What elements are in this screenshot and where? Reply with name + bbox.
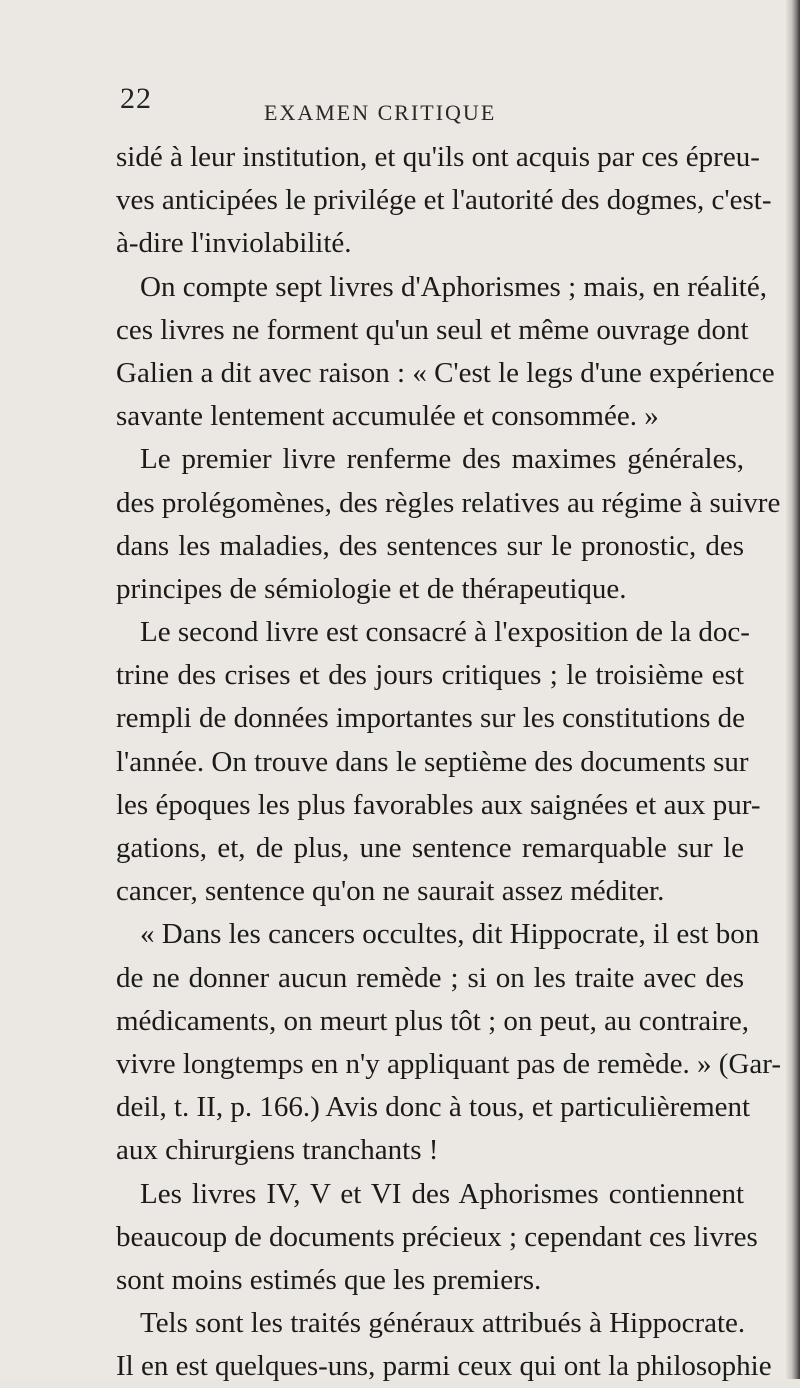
text-line: Tels sont les traités généraux attribués à Hippocrate. bbox=[140, 1307, 746, 1340]
text-line: Les livres IV, V et VI des Aphorismes contiennent bbox=[140, 1177, 744, 1210]
text-line: deil, t. II, p. 166.) Avis donc à tous, et particulièrement bbox=[116, 1091, 751, 1124]
text-line: sont moins estimés que les premiers. bbox=[116, 1263, 542, 1296]
text-line: dans les maladies, des sentences sur le pronostic, des bbox=[116, 529, 744, 562]
page-number: 22 bbox=[120, 82, 152, 115]
text-line: Il en est quelques-uns, parmi ceux qui ont la philosophie bbox=[116, 1350, 772, 1383]
text-line: vivre longtemps en n'y appliquant pas de remède. » (Gar- bbox=[116, 1047, 781, 1080]
page-edge-shadow bbox=[786, 0, 800, 1379]
text-line: ves anticipées le privilége et l'autorité des dogmes, c'est- bbox=[116, 184, 772, 217]
text-line: « Dans les cancers occultes, dit Hippocrate, il est bon bbox=[140, 918, 760, 951]
running-title: EXAMEN CRITIQUE bbox=[264, 100, 497, 125]
text-line: Le premier livre renferme des maximes générales, bbox=[140, 443, 744, 476]
body-text bbox=[116, 136, 781, 1388]
text-line: rempli de données importantes sur les constitutions de bbox=[116, 702, 746, 735]
text-line: savante lentement accumulée et consommée. » bbox=[116, 400, 659, 433]
text-line: des prolégomènes, des règles relatives au régime à suivre bbox=[116, 486, 781, 519]
text-line: sidé à leur institution, et qu'ils ont acquis par ces épreu- bbox=[116, 141, 760, 173]
text-line: beaucoup de documents précieux ; cependant ces livres bbox=[116, 1220, 758, 1253]
text-line: trine des crises et des jours critiques ; le troisième est bbox=[116, 659, 744, 692]
text-line: les époques les plus favorables aux saignées et aux pur- bbox=[116, 788, 761, 821]
text-line: On compte sept livres d'Aphorismes ; mais, en réalité, bbox=[140, 270, 767, 303]
text-line: aux chirurgiens tranchants ! bbox=[116, 1134, 439, 1167]
text-line: l'année. On trouve dans le septième des documents sur bbox=[116, 745, 749, 778]
text-line: à-dire l'inviolabilité. bbox=[116, 227, 352, 260]
text-line: gations, et, de plus, une sentence remarquable sur le bbox=[116, 832, 744, 864]
text-line: cancer, sentence qu'on ne saurait assez méditer. bbox=[116, 875, 665, 908]
text-line: ces livres ne forment qu'un seul et même ouvrage dont bbox=[116, 313, 749, 346]
text-line: Le second livre est consacré à l'exposition de la doc- bbox=[140, 616, 750, 649]
text-line: principes de sémiologie et de thérapeutique. bbox=[116, 572, 627, 605]
text-line: Galien a dit avec raison : « C'est le legs d'une expérience bbox=[116, 356, 775, 389]
text-line: de ne donner aucun remède ; si on les traite avec des bbox=[116, 961, 744, 994]
text-line: médicaments, on meurt plus tôt ; on peut, au contraire, bbox=[116, 1004, 750, 1037]
